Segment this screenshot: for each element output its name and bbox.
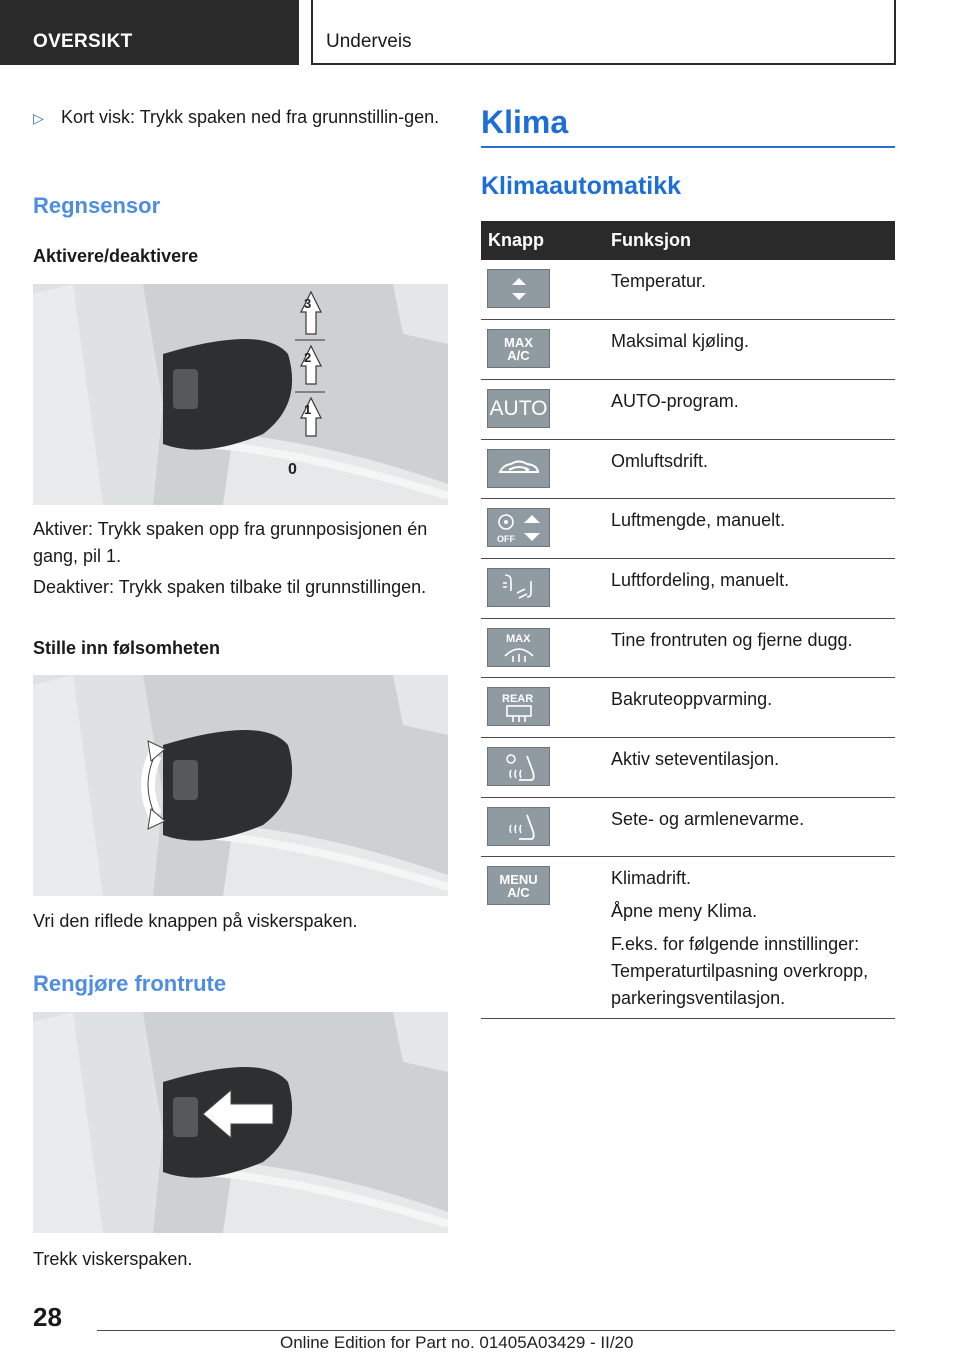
rain-sensor-heading: Regnsensor (33, 193, 161, 218)
clean-text: Trekk viskerspaken. (33, 1249, 193, 1269)
function-text: Sete- og armlenevarme. (605, 797, 895, 857)
bullet-item (33, 104, 448, 131)
max-ac-icon: MAX A/C (487, 329, 550, 368)
table-row (481, 678, 895, 738)
table-row (481, 797, 895, 857)
rear-defrost-icon (487, 687, 550, 726)
column-header-function: Funksjon (605, 221, 895, 260)
max-defrost-icon (487, 628, 550, 667)
chapter-tab[interactable] (311, 0, 896, 65)
lever-position-label: 3 (304, 296, 312, 311)
table-row (481, 618, 895, 678)
footer-edition: Online Edition for Part no. 01405A03429 - II/20 (280, 1333, 634, 1352)
function-text: Luftfordeling, manuelt. (605, 558, 895, 618)
title-divider (481, 146, 895, 148)
seat-heating-icon (487, 807, 550, 846)
function-text: Aktiv seteventilasjon. (605, 738, 895, 798)
wiper-lever-image-1 (33, 284, 448, 505)
temperature-arrows-icon (487, 269, 550, 308)
function-text: Temperatur. (605, 260, 895, 320)
function-detail: Åpne meny Klima. (611, 901, 758, 922)
activate-heading: Aktivere/deaktivere (33, 246, 199, 266)
climate-title: Klima (481, 104, 569, 140)
function-text: Tine frontruten og fjerne dugg. (605, 618, 895, 678)
triangle-bullet-icon: ▷ (33, 110, 44, 126)
table-row (481, 738, 895, 798)
table-row (481, 260, 895, 320)
footer-divider (97, 1330, 895, 1331)
seat-ventilation-icon (487, 747, 550, 786)
wiper-lever-image-2 (33, 675, 448, 896)
climate-controls-table (481, 221, 895, 1019)
function-text: Klimadrift. (611, 868, 692, 889)
clean-heading: Rengjøre frontrute (33, 971, 227, 996)
sensitivity-text: Vri den riflede knappen på viskerspaken. (33, 911, 358, 931)
column-header-button: Knapp (481, 221, 605, 260)
svg-text:MAX: MAX (505, 633, 530, 646)
climate-subtitle: Klimaautomatikk (481, 172, 682, 200)
function-detail: F.eks. for følgende innstillinger: Temperaturtilpasning overkropp, parkeringsventilasjon. (611, 934, 869, 1009)
bullet-text: Kort visk: Trykk spaken ned fra grunnstillin-gen. (61, 107, 440, 127)
chapter-tab-label: Underveis (326, 31, 412, 52)
function-text: Maksimal kjøling. (605, 320, 895, 380)
table-row (481, 499, 895, 559)
function-text: Bakruteoppvarming. (605, 678, 895, 738)
svg-text:REAR: REAR (501, 692, 533, 705)
table-row (481, 379, 895, 439)
table-row (481, 857, 895, 1019)
recirculation-car-icon (487, 449, 550, 488)
lever-position-label: 1 (304, 402, 312, 417)
wiper-lever-image-3 (33, 1012, 448, 1233)
activate-text: Aktiver: Trykk spaken opp fra grunnposisjonen én gang, pil 1. (33, 519, 428, 566)
deactivate-text: Deaktiver: Trykk spaken tilbake til grunnstillingen. (33, 577, 427, 597)
table-header-row (481, 221, 895, 260)
page-number: 28 (33, 1302, 62, 1332)
svg-text:OFF: OFF (496, 533, 515, 544)
table-row (481, 439, 895, 499)
table-row (481, 558, 895, 618)
section-tab-label: OVERSIKT (33, 31, 133, 52)
function-text: Luftmengde, manuelt. (605, 499, 895, 559)
section-tab[interactable] (0, 0, 299, 65)
menu-ac-icon: MENU A/C (487, 866, 550, 905)
lever-position-label: 0 (288, 461, 297, 478)
function-text: Omluftsdrift. (605, 439, 895, 499)
table-row (481, 320, 895, 380)
fan-off-icon (487, 508, 550, 547)
function-text: AUTO-program. (605, 379, 895, 439)
sensitivity-heading: Stille inn følsomheten (33, 638, 221, 658)
function-cell (605, 857, 895, 1019)
lever-position-label: 2 (304, 350, 312, 365)
air-distribution-icon (487, 568, 550, 607)
auto-icon: AUTO (487, 389, 550, 428)
